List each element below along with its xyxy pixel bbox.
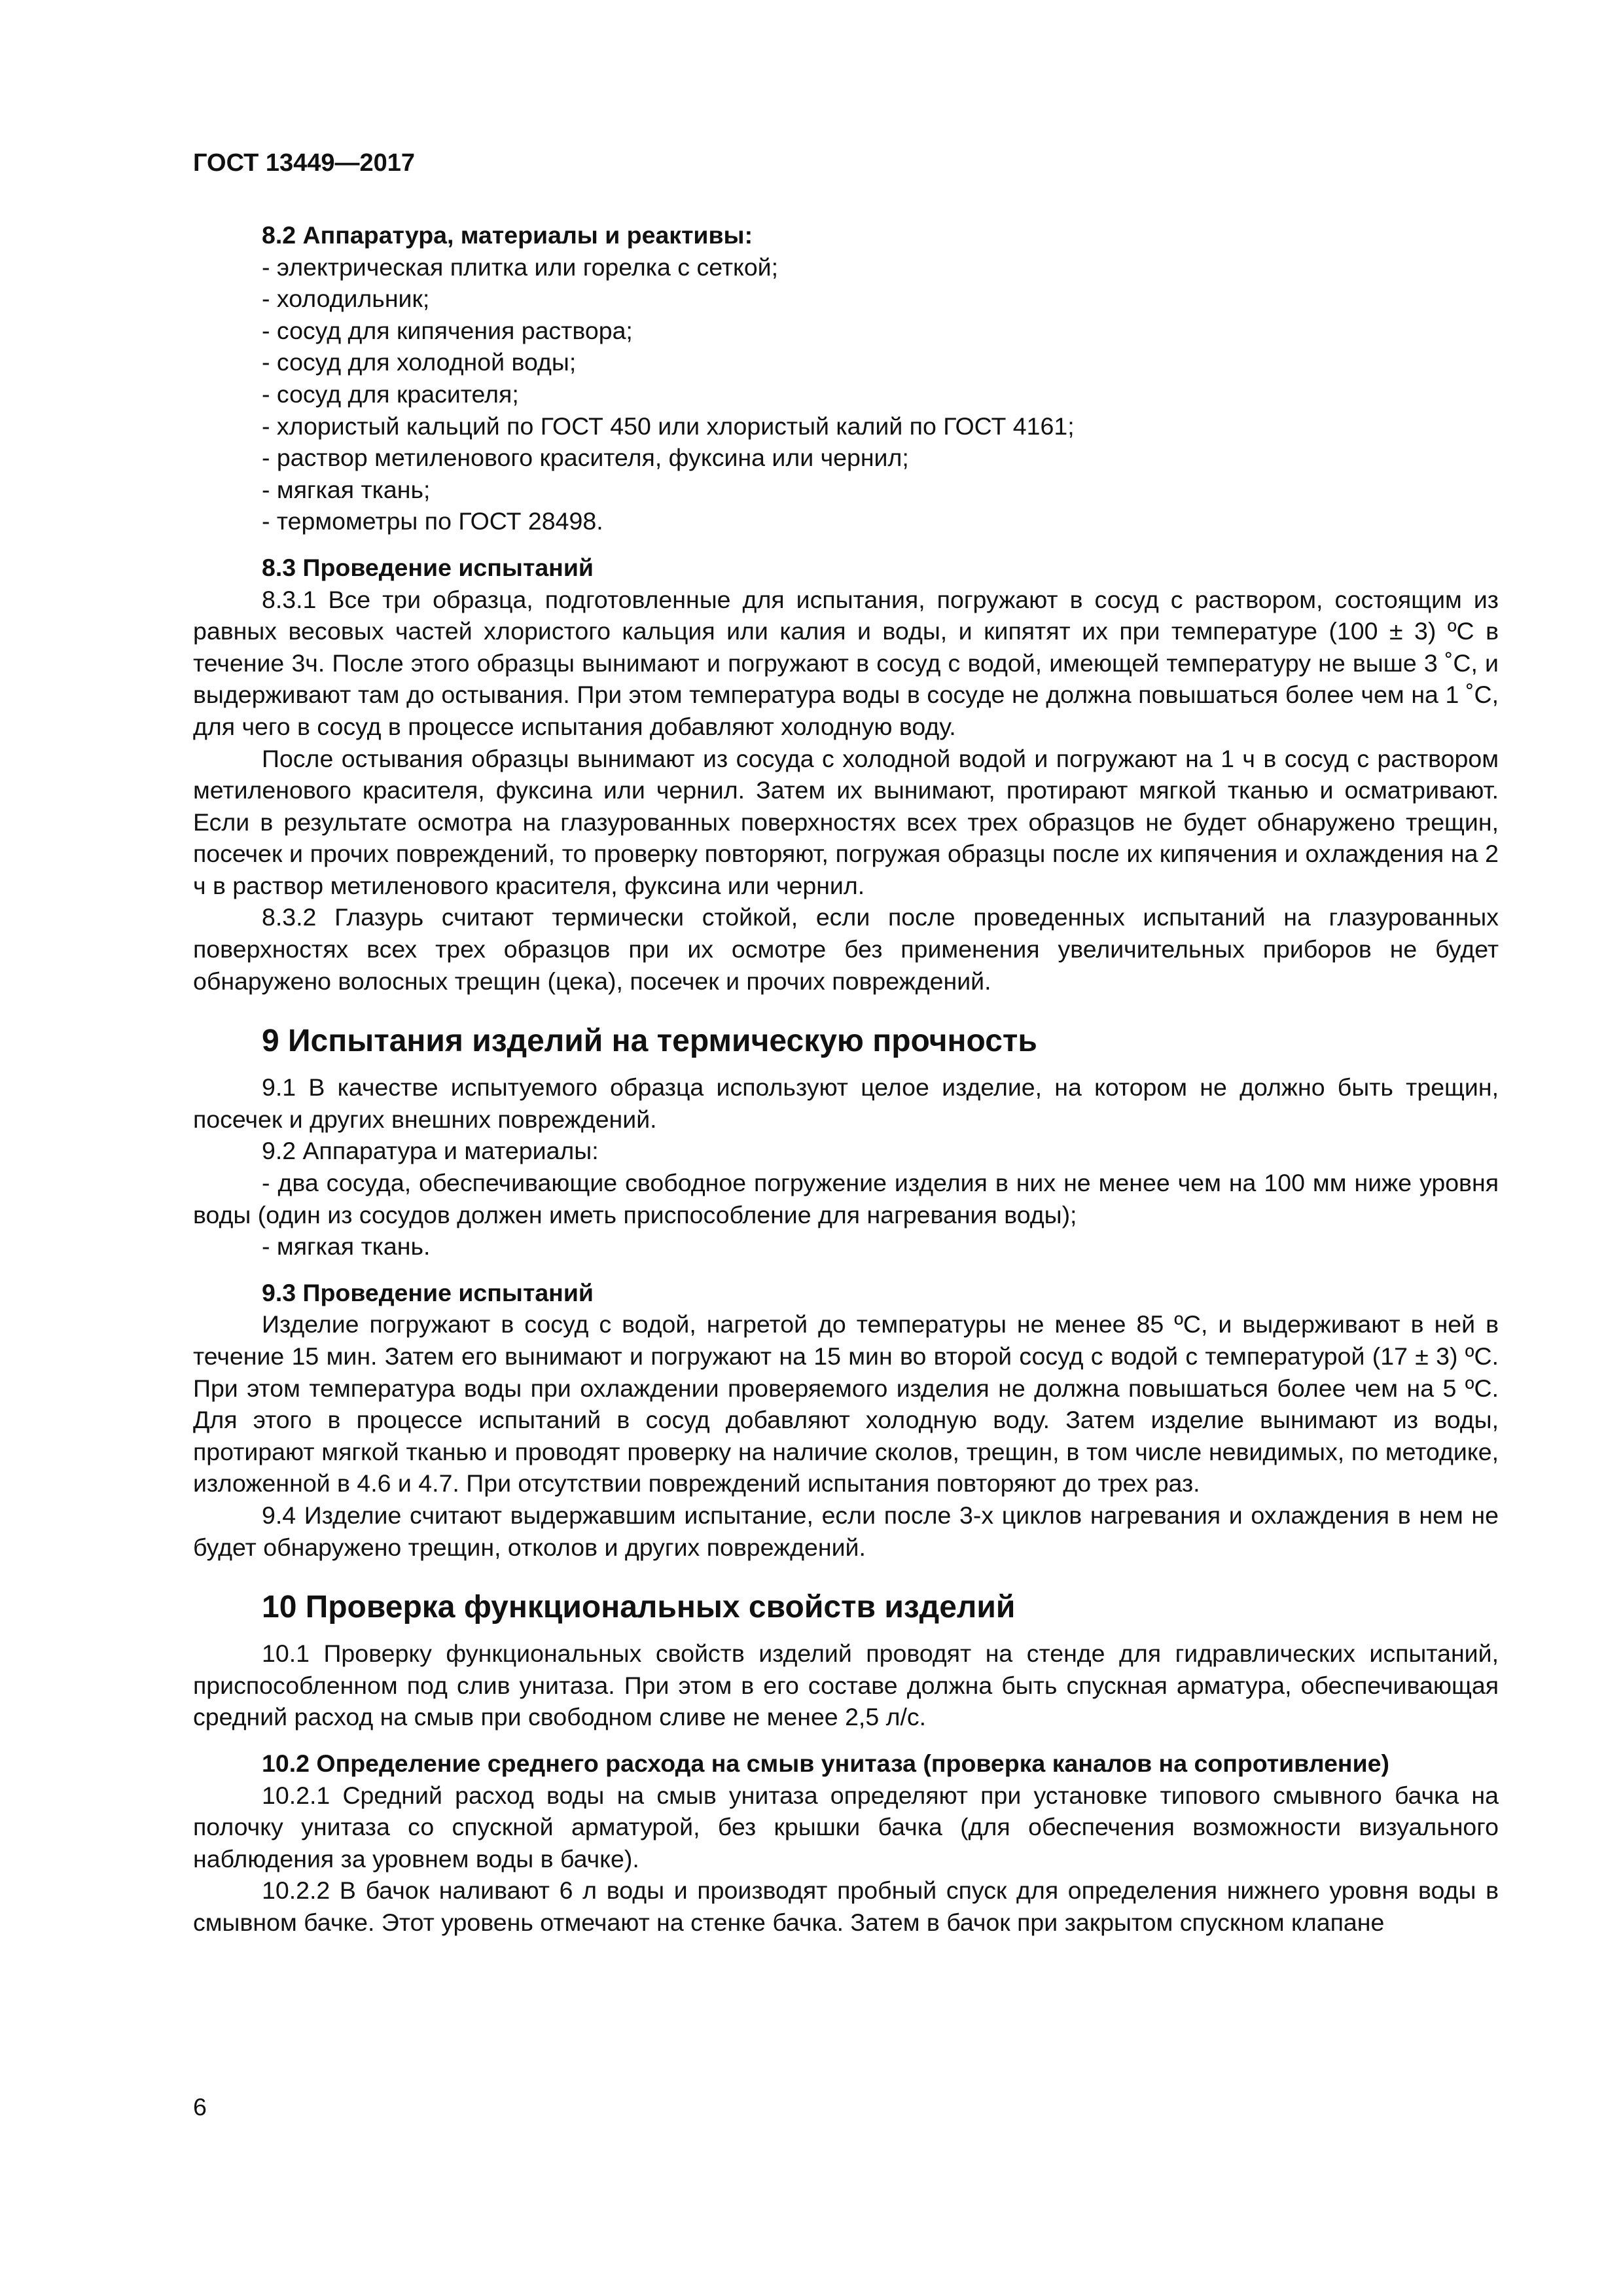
equipment-list-8-2 [193, 251, 1499, 537]
paragraph-8-3-2: 8.3.2 Глазурь считают термически стойкой, если после проведенных испытаний на глазурованных поверхностях всех трех образцов при их осмотре без применения увеличительных приборов не будет обнаружено волосных трещин (цека), посечек и прочих повреждений. [193, 903, 1499, 995]
list-item: - мягкая ткань; [262, 475, 431, 503]
page-number: 6 [193, 2093, 207, 2121]
subsection-heading-9-3: 9.3 Проведение испытаний [262, 1278, 594, 1306]
paragraph-9-2: 9.2 Аппаратура и материалы: [262, 1137, 599, 1165]
paragraph-9-4: 9.4 Изделие считают выдержавшим испытание, если после 3-х циклов нагревания и охлаждения в нем не будет обнаружено трещин, отколов и других повреждений. [193, 1501, 1499, 1561]
paragraph-9-1: 9.1 В качестве испытуемого образца используют целое изделие, на котором не должно быть трещин, посечек и других внешних повреждений. [193, 1073, 1499, 1133]
list-item: - хлористый кальций по ГОСТ 450 или хлористый калий по ГОСТ 4161; [262, 412, 1075, 440]
list-item: - сосуд для холодной воды; [262, 348, 577, 376]
document-code-header: ГОСТ 13449—2017 [193, 149, 416, 177]
paragraph-10-1: 10.1 Проверку функциональных свойств изделий проводят на стенде для гидравлических испытаний, приспособленном под слив унитаза. При этом в его составе должна быть спускная арматура, обеспечивающая средний расход на смыв при свободном сливе не менее 2,5 л/с. [193, 1640, 1499, 1731]
list-item: - термометры по ГОСТ 28498. [262, 507, 603, 535]
paragraph-9-2-item-2: - мягкая ткань. [262, 1232, 431, 1261]
list-item: - сосуд для красителя; [262, 380, 519, 408]
document-body [193, 219, 1499, 1939]
paragraph-10-2-2: 10.2.2 В бачок наливают 6 л воды и производят пробный спуск для определения нижнего уровня воды в смывном бачке. Этот уровень отмечают на стенке бачка. Затем в бачок при закрытом спускном клапане [193, 1876, 1499, 1936]
paragraph-10-2-1: 10.2.1 Средний расход воды на смыв унитаза определяют при установке типового смывного бачка на полочку унитаза со спускной арматурой, без крышки бачка (для обеспечения возможности визуального наблюдения за уровнем воды в бачке). [193, 1781, 1499, 1873]
subsection-heading-8-2: 8.2 Аппаратура, материалы и реактивы: [262, 221, 753, 249]
list-item: - раствор метиленового красителя, фуксина или чернил; [262, 444, 909, 472]
list-item: - электрическая плитка или горелка с сеткой; [262, 253, 779, 281]
list-item: - сосуд для кипячения раствора; [262, 316, 633, 344]
section-heading-9: 9 Испытания изделий на термическую прочность [262, 1024, 1037, 1059]
subsection-heading-8-3: 8.3 Проведение испытаний [262, 553, 594, 581]
subsection-heading-10-2: 10.2 Определение среднего расхода на смыв унитаза (проверка каналов на сопротивление) [262, 1749, 1389, 1777]
list-item: - холодильник; [262, 285, 430, 313]
paragraph-9-2-item-1: - два сосуда, обеспечивающие свободное погружение изделия в них не менее чем на 100 мм ниже уровня воды (один из сосудов должен иметь приспособление для нагревания воды); [193, 1169, 1499, 1229]
paragraph-8-3-1: 8.3.1 Все три образца, подготовленные для испытания, погружают в сосуд с раствором, состоящим из равных весовых частей хлористого кальция или калия и воды, и кипятят их при температуре (100 ± 3) ºС в течение 3ч. После этого образцы вынимают и погружают в сосуд с водой, имеющей температуру не выше 3 ˚С, и выдерживают там до остывания. При этом температура воды в сосуде не должна повышаться более чем на 1 ˚С, для чего в сосуд в процессе испытания добавляют холодную воду. [193, 585, 1499, 740]
section-heading-10: 10 Проверка функциональных свойств изделий [262, 1590, 1016, 1625]
paragraph-8-3-1-continued: После остывания образцы вынимают из сосуда с холодной водой и погружают на 1 ч в сосуд с раствором метиленового красителя, фуксина или чернил. Затем их вынимают, протирают мягкой тканью и осматривают. Если в результате осмотра на глазурованных поверхностях всех трех образцов не будет обнаружено трещин, посечек и прочих повреждений, то проверку повторяют, погружая образцы после их кипячения и охлаждения на 2 ч в раствор метиленового красителя, фуксина или чернил. [193, 744, 1499, 899]
paragraph-9-3: Изделие погружают в сосуд с водой, нагретой до температуры не менее 85 ºС, и выдерживают в ней в течение 15 мин. Затем его вынимают и погружают на 15 мин во второй сосуд с водой с температурой (17 ± 3) ºС. При этом температура воды при охлаждении проверяемого изделия не должна повышаться более чем на 5 ºС. Для этого в процессе испытаний в сосуд добавляют холодную воду. Затем изделие вынимают из воды, протирают мягкой тканью и проводят проверку на наличие сколов, трещин, в том числе невидимых, по методике, изложенной в 4.6 и 4.7. При отсутствии повреждений испытания повторяют до трех раз. [193, 1310, 1499, 1498]
